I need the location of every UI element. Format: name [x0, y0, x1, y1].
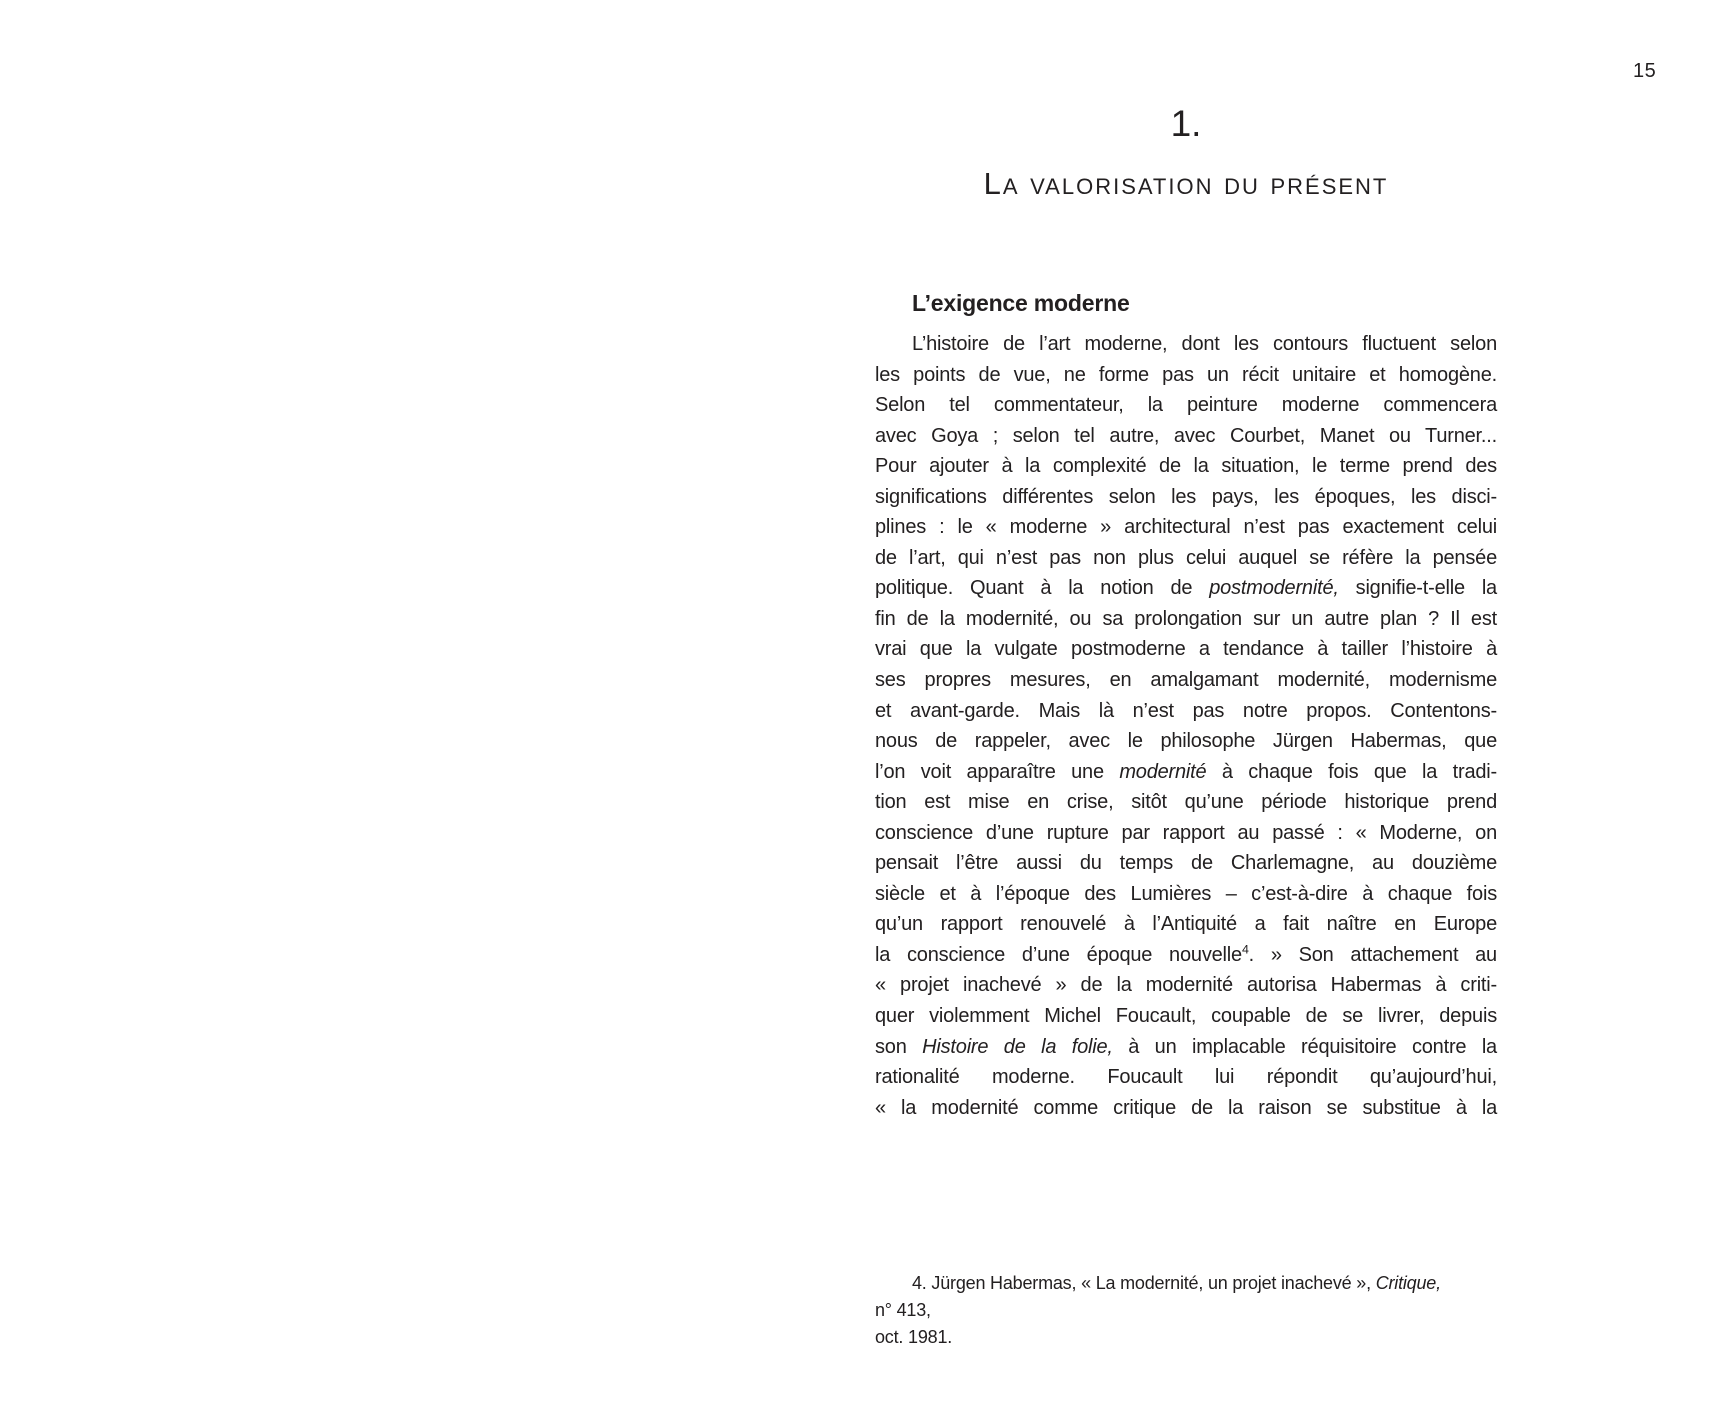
text-line: vrai que la vulgate postmoderne a tendance à tailler l’histoire à: [875, 638, 1497, 661]
text-line: fin de la modernité, ou sa prolongation sur un autre plan ? Il est: [875, 607, 1497, 630]
text-line: et avant-garde. Mais là n’est pas notre propos. Contentons-: [875, 699, 1497, 722]
text-line: son Histoire de la folie, à un implacable réquisitoire contre la: [875, 1035, 1497, 1058]
text-line: la conscience d’une époque nouvelle$^4$. » Son attachement au: [875, 942, 1497, 966]
page-number: 15: [1633, 60, 1657, 82]
text-column: [875, 0, 1497, 1417]
chapter-number: 1.: [1170, 103, 1202, 144]
text-line: 4. Jürgen Habermas, « La modernité, un projet inachevé », Critique, n° 413,: [875, 1273, 1441, 1320]
text-line: avec Goya ; selon tel autre, avec Courbet, Manet ou Turner...: [875, 424, 1497, 447]
text-line: siècle et à l’époque des Lumières – c’est-à-dire à chaque fois: [875, 882, 1497, 905]
text-line: de l’art, qui n’est pas non plus celui auquel se réfère la pensée: [875, 546, 1497, 569]
text-line: Selon tel commentateur, la peinture moderne commencera: [875, 394, 1497, 417]
text-line: qu’un rapport renouvelé à l’Antiquité a fait naître en Europe: [875, 913, 1497, 936]
section-heading: L’exigence moderne: [912, 290, 1130, 316]
text-line: rationalité moderne. Foucault lui répondit qu’aujourd’hui,: [875, 1066, 1497, 1089]
text-line: pensait l’être aussi du temps de Charlemagne, au douzième: [875, 852, 1497, 875]
text-line: politique. Quant à la notion de postmodernité, signifie-t-elle la: [875, 577, 1497, 600]
body-paragraph: [875, 329, 1497, 1123]
text-line: les points de vue, ne forme pas un récit unitaire et homogène.: [875, 363, 1497, 386]
text-line: L’histoire de l’art moderne, dont les contours fluctuent selon: [912, 333, 1497, 355]
text-line: ses propres mesures, en amalgamant modernité, modernisme: [875, 669, 1497, 692]
text-line: « projet inachevé » de la modernité autorisa Habermas à criti-: [875, 974, 1497, 997]
text-line: l’on voit apparaître une modernité à chaque fois que la tradi-: [875, 760, 1497, 783]
text-line: quer violemment Michel Foucault, coupable de se livrer, depuis: [875, 1005, 1497, 1028]
text-line: tion est mise en crise, sitôt qu’une période historique prend: [875, 791, 1497, 814]
text-line: plines : le « moderne » architectural n’est pas exactement celui: [875, 516, 1497, 539]
text-line: conscience d’une rupture par rapport au passé : « Moderne, on: [875, 821, 1497, 844]
text-line: oct. 1981.: [875, 1327, 953, 1347]
text-line: Pour ajouter à la complexité de la situation, le terme prend des: [875, 455, 1497, 478]
chapter-title: La valorisation du présent: [983, 166, 1389, 201]
text-line: « la modernité comme critique de la raison se substitue à la: [875, 1096, 1497, 1119]
text-line: significations différentes selon les pays, les époques, les disci-: [875, 485, 1497, 508]
footnote: [875, 1270, 1497, 1351]
text-line: nous de rappeler, avec le philosophe Jürgen Habermas, que: [875, 730, 1497, 753]
